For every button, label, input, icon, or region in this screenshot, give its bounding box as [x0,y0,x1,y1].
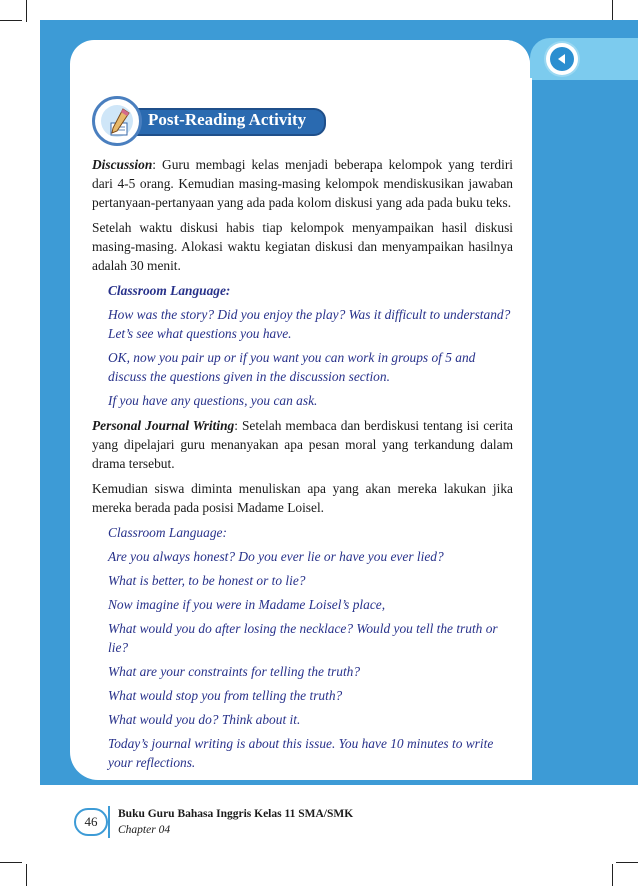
classroom-language-block [108,281,513,410]
page-number: 46 [74,808,108,836]
language-item: What would you do? Think about it. [108,712,301,727]
journal-paragraph-2: Kemudian siswa diminta menuliskan apa yang akan mereka lakukan jika mereka berada pada posisi Madame Loisel. [92,481,513,515]
pencil-paper-icon [99,103,139,143]
classroom-language-heading: Classroom Language: [108,525,227,540]
content-panel-edge [520,78,532,780]
language-item: If you have any questions, you can ask. [108,393,318,408]
crop-mark [612,0,613,22]
discussion-paragraph-2: Setelah waktu diskusi habis tiap kelompok menyampaikan hasil diskusi masing-masing. Alokasi waktu kegiatan diskusi dan menyampaikan hasilnya adalah 30 menit. [92,220,513,273]
discussion-lead: Discussion [92,157,153,172]
discussion-paragraph [92,155,513,212]
book-title: Buku Guru Bahasa Inggris Kelas 11 SMA/SMK [118,808,354,820]
section-heading [92,96,332,148]
section-title: Post-Reading Activity [148,110,307,129]
classroom-language-block [108,523,513,772]
crop-mark [616,862,638,863]
discussion-text: : Guru membagi kelas menjadi beberapa kelompok yang terdiri dari 4-5 orang. Kemudian masing-masing kelompok mendiskusikan jawaban pertanyaan-pertanyaan yang ada pada kolom diskusi yang ada pada buku teks. [92,157,513,210]
language-item: What would you do after losing the necklace? Would you tell the truth or lie? [108,621,498,655]
journal-lead: Personal Journal Writing [92,418,235,433]
back-button[interactable] [546,43,578,75]
crop-mark [612,864,613,886]
language-item: What would stop you from telling the truth? [108,688,343,703]
language-item: Are you always honest? Do you ever lie or have you ever lied? [108,549,444,564]
crop-mark [0,862,22,863]
crop-mark [0,20,22,21]
language-item: How was the story? Did you enjoy the play? Was it difficult to understand? Let’s see what questions you have. [108,307,511,341]
journal-text: : Setelah membaca dan berdiskusi tentang isi cerita yang dipelajari guru menanyakan apa pesan moral yang terkandung dalam drama tersebut. [92,418,513,471]
classroom-language-heading: Classroom Language: [108,283,231,298]
language-item: Now imagine if you were in Madame Loisel’s place, [108,597,386,612]
journal-paragraph [92,416,513,473]
crop-mark [26,864,27,886]
language-item: Today’s journal writing is about this issue. You have 10 minutes to write your reflections. [108,736,494,770]
heading-badge [92,96,142,146]
language-item: What is better, to be honest or to lie? [108,573,306,588]
chapter-label: Chapter 04 [118,824,171,836]
crop-mark [26,0,27,22]
language-item: What are your constraints for telling the truth? [108,664,361,679]
back-arrow-icon [552,49,572,69]
language-item: OK, now you pair up or if you want you can work in groups of 5 and discuss the questions given in the discussion section. [108,350,476,384]
page-body [92,155,513,778]
footer-divider [108,806,110,838]
